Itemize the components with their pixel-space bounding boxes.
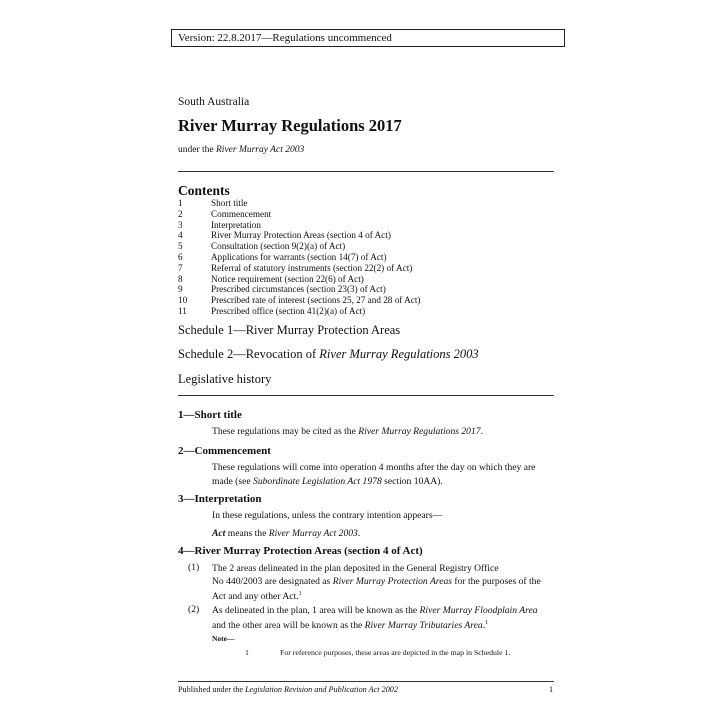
- def-mid: means the: [225, 528, 269, 539]
- toc-item[interactable]: [178, 263, 538, 274]
- toc-item-label: River Murray Protection Areas (section 4 of Act): [211, 230, 391, 241]
- section-4-heading: 4—River Murray Protection Areas (section 4 of Act): [178, 545, 423, 557]
- note-label: Note—: [212, 634, 235, 643]
- s1-text-prefix: These regulations may be cited as the: [212, 426, 359, 437]
- sub2-l2-prefix: and the other area will be known as the: [212, 620, 365, 632]
- contents-heading: Contents: [178, 183, 230, 198]
- document-title: River Murray Regulations 2017: [178, 116, 402, 135]
- toc-item-number: 5: [178, 241, 183, 252]
- toc-item-label: Consultation (section 9(2)(a) of Act): [211, 241, 346, 252]
- toc-item[interactable]: [178, 198, 538, 209]
- toc-item-label: Short title: [211, 198, 248, 208]
- under-act: River Murray Act 2003: [216, 145, 305, 155]
- subsection-1-number: (1): [188, 562, 200, 573]
- section-3-definition: [212, 527, 552, 541]
- toc-item[interactable]: [178, 274, 538, 285]
- s1-text-suffix: .: [480, 426, 483, 437]
- subsection-1-line-1: The 2 areas delineated in the plan deposited in the General Registry Office: [212, 563, 499, 574]
- toc-item-label: Interpretation: [211, 219, 261, 230]
- toc-item-label: Applications for warrants (section 14(7) of Act): [211, 251, 387, 262]
- section-2-text: [212, 461, 552, 488]
- sub1-l3: Act and any other Act.: [212, 591, 299, 603]
- version-text: Version: 22.8.2017—Regulations uncommenced: [178, 32, 392, 44]
- s2-text-prefix: These regulations will come into operation 4 months after the day on which they are made (see: [212, 462, 536, 487]
- toc-item-label: Prescribed circumstances (section 23(3) of Act): [211, 284, 386, 295]
- toc-item[interactable]: [178, 220, 538, 231]
- page-number: 1: [549, 685, 554, 694]
- toc-item-number: 10: [178, 295, 188, 306]
- subsection-2-line-1: [212, 604, 552, 618]
- section-3-heading: 3—Interpretation: [178, 493, 262, 505]
- toc-item-number: 6: [178, 251, 183, 262]
- toc-item-label: Notice requirement (section 22(6) of Act): [211, 273, 364, 284]
- title-rule: [178, 171, 554, 172]
- contents-rule: [178, 395, 554, 396]
- toc-item-label: Commencement: [211, 208, 272, 219]
- toc-item[interactable]: [178, 230, 538, 241]
- subsection-1-line-3: [212, 588, 552, 604]
- toc-item-label: Referral of statutory instruments (section 22(2) of Act): [211, 262, 413, 273]
- footer-rule: [178, 681, 554, 682]
- jurisdiction: South Australia: [178, 96, 250, 108]
- toc-item-number: 4: [178, 230, 183, 241]
- toc-item[interactable]: [178, 252, 538, 263]
- sub1-l2-suffix: for the purposes of the: [451, 576, 541, 587]
- subsection-2-line-2: [212, 617, 552, 633]
- toc-item-number: 1: [178, 198, 183, 208]
- toc-schedule-1[interactable]: Schedule 1—River Murray Protection Areas: [178, 323, 401, 337]
- footnote-ref: 1: [485, 620, 489, 626]
- sub1-l2-prefix: No 440/2003 are designated as: [212, 576, 333, 587]
- schedule2-prefix: Schedule 2—Revocation of: [178, 347, 320, 361]
- def-end: .: [357, 528, 361, 539]
- toc-item[interactable]: [178, 241, 538, 252]
- enabling-act-line: [178, 145, 304, 155]
- toc-schedule-2[interactable]: [178, 347, 479, 362]
- section-2-heading: 2—Commencement: [178, 445, 271, 457]
- version-banner: [171, 29, 565, 47]
- footer-act: Legislation Revision and Publication Act 2002: [245, 685, 398, 694]
- subsection-1-line-2: [212, 575, 552, 589]
- section-1-text: [212, 425, 552, 439]
- sub2-l1-italic: River Murray Floodplain Area: [419, 605, 538, 616]
- toc-item-number: 3: [178, 219, 183, 230]
- sub2-l2-suffix: .: [482, 620, 486, 632]
- note-text: For reference purposes, these areas are depicted in the map in Schedule 1.: [280, 648, 511, 657]
- under-prefix: under the: [178, 145, 216, 155]
- note-number: 1: [245, 648, 249, 657]
- footer-prefix: Published under the: [178, 685, 246, 694]
- toc-legislative-history[interactable]: Legislative history: [178, 372, 272, 386]
- def-italic: River Murray Act 2003: [268, 528, 358, 539]
- toc-item-number: 11: [178, 305, 187, 316]
- toc-item-label: Prescribed office (section 41(2)(a) of Act): [211, 305, 366, 316]
- footnote-ref: 1: [298, 591, 302, 597]
- section-1-heading: 1—Short title: [178, 409, 242, 421]
- schedule2-italic: River Murray Regulations 2003: [319, 347, 479, 361]
- s2-text-italic: Subordinate Legislation Act 1978: [253, 475, 382, 487]
- def-term: Act: [212, 528, 226, 539]
- toc-item-number: 8: [178, 273, 183, 284]
- toc-item[interactable]: [178, 209, 538, 220]
- toc-item[interactable]: [178, 284, 538, 295]
- toc-item-number: 2: [178, 208, 183, 219]
- toc-item-number: 9: [178, 284, 183, 295]
- sub2-l1-prefix: As delineated in the plan, 1 area will be known as the: [212, 605, 420, 616]
- s1-text-italic: River Murray Regulations 2017: [358, 426, 481, 437]
- toc-item[interactable]: [178, 306, 538, 317]
- table-of-contents: [178, 198, 538, 317]
- section-3-intro: In these regulations, unless the contrary intention appears—: [212, 510, 443, 521]
- footer-publication: [178, 685, 398, 694]
- toc-item-number: 7: [178, 262, 183, 273]
- toc-item-label: Prescribed rate of interest (sections 25, 27 and 28 of Act): [211, 295, 421, 306]
- sub1-l2-italic: River Murray Protection Areas: [332, 576, 452, 587]
- sub2-l2-italic: River Murray Tributaries Area: [364, 620, 483, 632]
- s2-text-suffix: section 10AA).: [381, 475, 443, 487]
- subsection-2-number: (2): [188, 604, 200, 615]
- toc-item[interactable]: [178, 295, 538, 306]
